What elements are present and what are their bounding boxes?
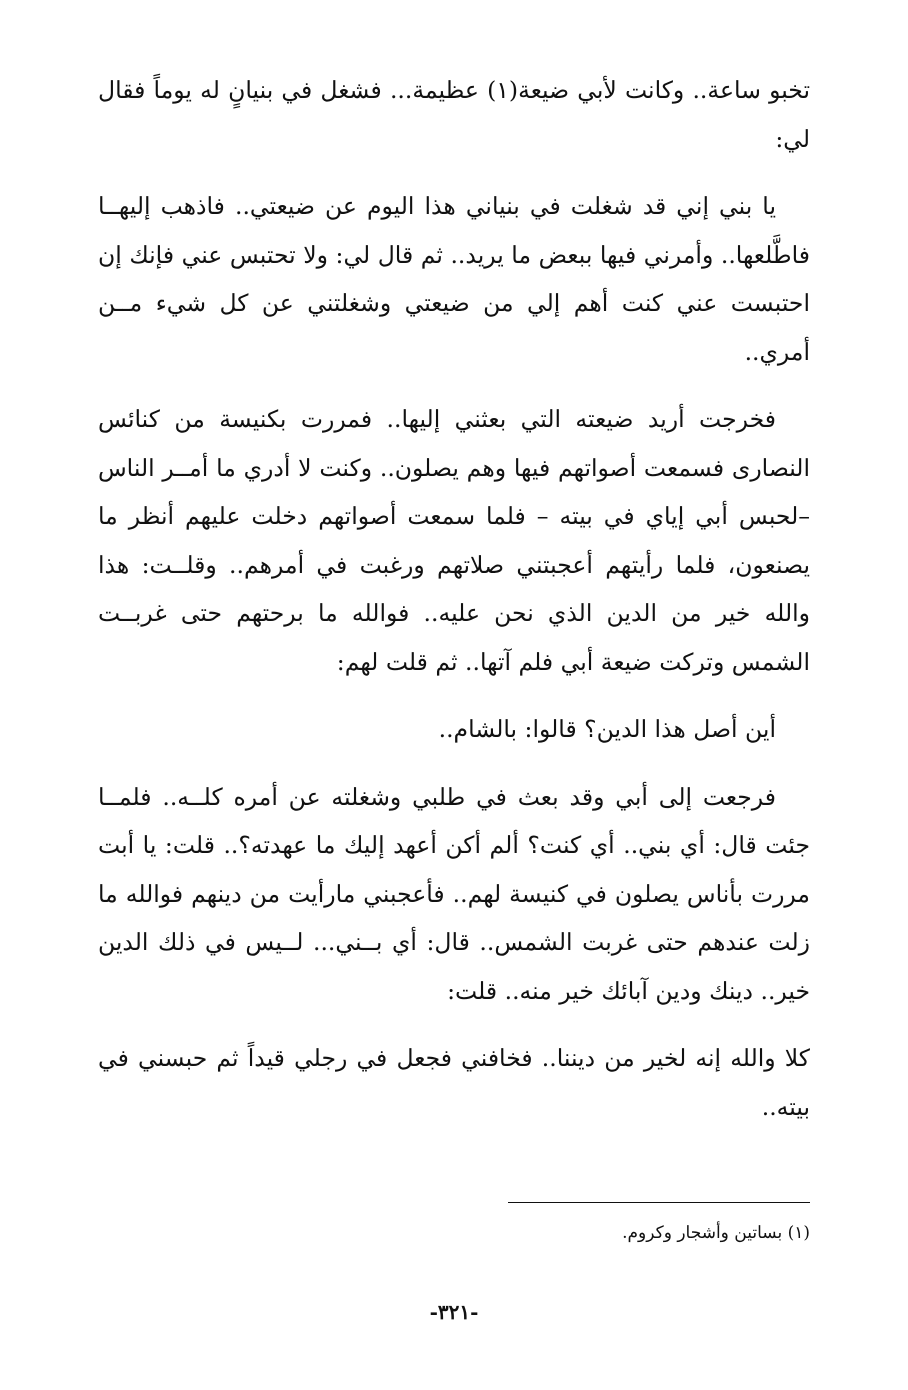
paragraph-6: كلا والله إنه لخير من ديننا.. فخافني فجعل في رجلي قيداً ثم حبسني في بيته..	[98, 1044, 810, 1121]
paragraph-4: أين أصل هذا الدين؟ قالوا: بالشام..	[438, 715, 776, 743]
footnote-divider	[508, 1202, 810, 1203]
page-number: -٣٢١-	[429, 1300, 479, 1324]
paragraph-1: تخبو ساعة.. وكانت لأبي ضيعة(١) عظيمة... فشغل في بنيانٍ له يوماً فقال لي:	[98, 76, 811, 153]
paragraph-5: فرجعت إلى أبي وقد بعث في طلبي وشغلته عن أمره كلــه.. فلمــا جئت قال: أي بني.. أي كنت؟ ألم أكن أعهد إليك ما عهدته؟.. قلت: يا أبت مررت بأناس يصلون في كنيسة لهم.. فأعجبني مارأيت من دينهم فوالله ما زلت عندهم حتى غربت الشمس.. قال: أي بــني... لــيس في ذلك الدين خير.. دينك ودين آبائك خير منه.. قلت:	[98, 782, 810, 1005]
footnote: (١) بساتين وأشجار وكروم.	[622, 1223, 810, 1243]
paragraph-2: يا بني إني قد شغلت في بنياني هذا اليوم عن ضيعتي.. فاذهب إليهــا فاطَّلعها.. وأمرني فيها ببعض ما يريد.. ثم قال لي: ولا تحتبس عني فإنك إن احتبست عني كنت أهم إلي من ضيعتي وشغلتني عن كل شيء مــن أمري..	[98, 192, 810, 366]
main-text	[98, 66, 810, 1150]
paragraph-3: فخرجت أريد ضيعته التي بعثني إليها.. فمررت بكنيسة من كنائس النصارى فسمعت أصواتهم فيها وهم يصلون.. وكنت لا أدري ما أمــر الناس –لحبس أبي إياي في بيته – فلما سمعت أصواتهم دخلت عليهم أنظر ما يصنعون، فلما رأيتهم أعجبتني صلاتهم ورغبت في أمرهم.. وقلــت: هذا والله خير من الدين الذي نحن عليه.. فوالله ما برحتهم حتى غربــت الشمس وتركت ضيعة أبي فلم آتها.. ثم قلت لهم:	[98, 405, 810, 676]
